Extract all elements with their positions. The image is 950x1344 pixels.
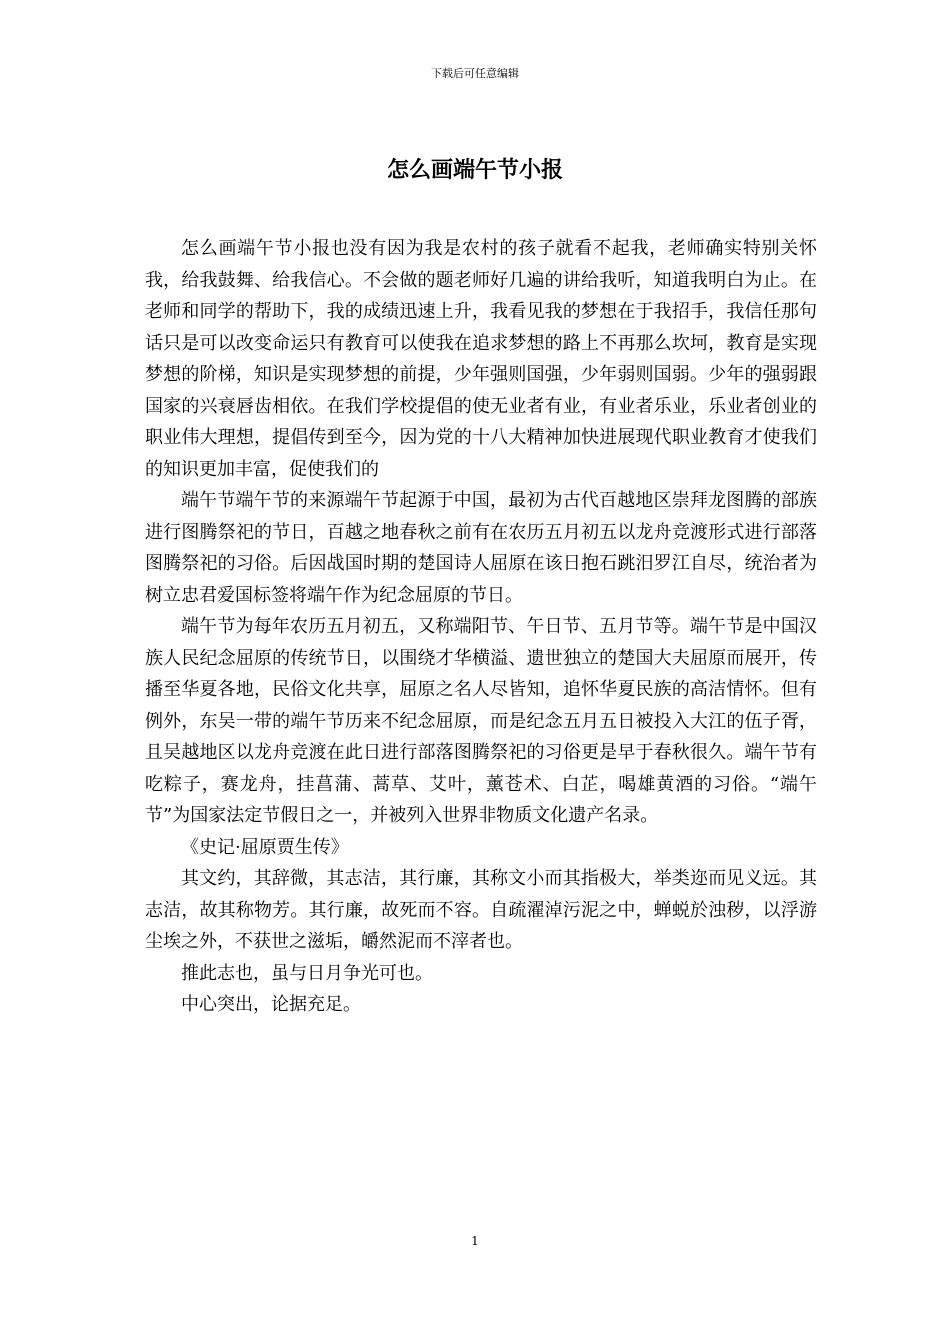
paragraph-conclusion: 推此志也，虽与日月争光可也。 [181,962,433,984]
page-header: 下载后可任意编辑 [431,67,519,80]
document-body [145,233,817,1021]
paragraph-citation: 《史记·屈原贾生传》 [181,836,349,858]
paragraph-origin: 端午节端午节的来源端午节起源于中国，最初为古代百越地区崇拜龙图腾的部族进行图腾祭祀的节日，百越之地春秋之前有在农历五月初五以龙舟竞渡形式进行部落图腾祭祀的习俗。后因战国时期的楚国诗人屈原在该日抱石跳汨罗江自尽，统治者为树立忠君爱国标签将端午作为纪念屈原的节日。 [145,490,817,606]
paragraph-festival: 端午节为每年农历五月初五，又称端阳节、午日节、五月节等。端午节是中国汉族人民纪念屈原的传统节日，以围绕才华横溢、遗世独立的楚国大夫屈原而展开，传播至华夏各地，民俗文化共享，屈原之名人尽皆知，追怀华夏民族的高洁情怀。但有例外，东吴一带的端午节历来不纪念屈原，而是纪念五月五日被投入大江的伍子胥，且吴越地区以龙舟竞渡在此日进行部落图腾祭祀的习俗更是早于春秋很久。端午节有吃粽子，赛龙舟，挂菖蒲、蒿草、艾叶，薰苍术、白芷，喝雄黄酒的习俗。“端午节”为国家法定节假日之一，并被列入世界非物质文化遗产名录。 [145,616,817,826]
paragraph-comment: 中心突出，论据充足。 [181,994,361,1015]
page-title: 怎么画端午节小报 [386,157,563,183]
paragraph-intro: 怎么画端午节小报也没有因为我是农村的孩子就看不起我，老师确实特别关怀我，给我鼓舞、给我信心。不会做的题老师好几遍的讲给我听，知道我明白为止。在老师和同学的帮助下，我的成绩迅速上升，我看见我的梦想在于我招手，我信任那句话只是可以改变命运只有教育可以使我在追求梦想的路上不再那么坎坷，教育是实现梦想的阶梯，知识是实现梦想的前提，少年强则国强，少年弱则国弱。少年的强弱跟国家的兴衰唇齿相依。在我们学校提倡的使无业者有业，有业者乐业，乐业者创业的职业伟大理想，提倡传到至今，因为党的十八大精神加快进展现代职业教育才使我们的知识更加丰富，促使我们的 [145,238,817,480]
page-number: 1 [471,1234,479,1248]
paragraph-quote: 其文约，其辞微，其志洁，其行廉，其称文小而其指极大，举类迩而见义远。其志洁，故其称物芳。其行廉，故死而不容。自疏濯淖污泥之中，蝉蜕於浊秽，以浮游尘埃之外，不获世之滋垢，皭然泥而不滓者也。 [145,868,817,952]
